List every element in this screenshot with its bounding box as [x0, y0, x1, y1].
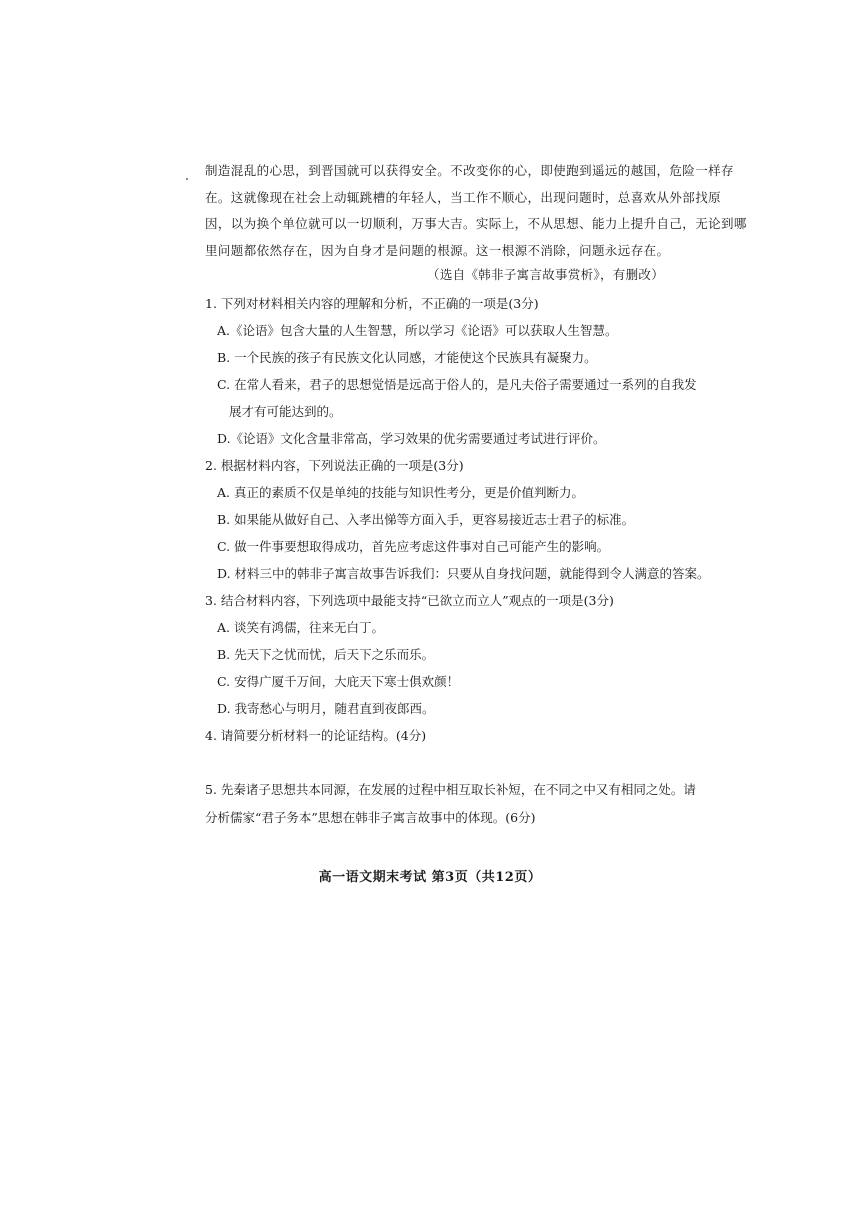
- question-stem: 1. 下列对材料相关内容的理解和分析，不正确的一项是(3分): [205, 296, 539, 311]
- reading-passage: [205, 158, 747, 264]
- option-a: A.《论语》包含大量的人生智慧，所以学习《论语》可以获取人生智慧。: [217, 323, 618, 338]
- option-b: B. 先天下之忧而忧，后天下之乐而乐。: [217, 647, 435, 662]
- answer-space: [205, 749, 670, 776]
- question-stem: 2. 根据材料内容，下列说法正确的一项是(3分): [205, 458, 464, 473]
- question-stem: 3. 结合材料内容，下列选项中最能支持“已欲立而立人”观点的一项是(3分): [205, 593, 614, 608]
- option-c: C. 做一件事要想取得成功，首先应考虑这件事对自己可能产生的影响。: [217, 539, 610, 554]
- question-2: [205, 452, 710, 587]
- option-b: B. 如果能从做好自己、入孝出悌等方面入手，更容易接近志士君子的标准。: [217, 512, 635, 527]
- passage-source: （选自《韩非子寓言故事赏析》，有删改）: [427, 267, 664, 282]
- option-a: A. 真正的素质不仅是单纯的技能与知识性考分，更是价值判断力。: [217, 485, 584, 500]
- page-footer: 高一语文期末考试 第3页（共12页）: [318, 870, 542, 885]
- question-3: [205, 587, 670, 722]
- question-5-line: 分析儒家“君子务本”思想在韩非子寓言故事中的体现。(6分): [205, 810, 536, 825]
- passage-line: 里问题都依然存在，因为自身才是问题的根源。这一根源不消除，问题永远存在。: [205, 242, 670, 258]
- option-d: D.《论语》文化含量非常高，学习效果的优劣需要通过考试进行评价。: [217, 431, 606, 446]
- option-c: C. 在常人看来，君子的思想觉悟是远高于俗人的，是凡夫俗子需要通过一系列的自我发: [217, 377, 697, 392]
- option-a: A. 谈笑有鸿儒，往来无白丁。: [217, 620, 384, 635]
- passage-line: 因，以为换个单位就可以一切顺利，万事大吉。实际上，不从思想、能力上提升自己，无论到哪: [205, 216, 747, 231]
- option-c: C. 安得广厦千万间，大庇天下寒士俱欢颜！: [217, 674, 460, 689]
- option-c-continued: 展才有可能达到的。: [229, 404, 342, 419]
- passage-line: 在。这就像现在社会上动辄跳槽的年轻人，当工作不顺心，出现问题时，总喜欢从外部找原: [205, 189, 722, 205]
- option-b: B. 一个民族的孩子有民族文化认同感，才能使这个民族具有凝聚力。: [217, 350, 597, 365]
- question-5: [205, 776, 696, 832]
- option-d: D. 我寄愁心与明月，随君直到夜郎西。: [217, 701, 435, 716]
- option-d: D. 材料三中的韩非子寓言故事告诉我们：只要从自身找问题，就能得到令人满意的答案。: [217, 566, 710, 581]
- passage-line: 制造混乱的心思，到晋国就可以获得安全。不改变你的心，即使跑到遥远的越国，危险一样存: [205, 163, 734, 178]
- question-5-line: 5. 先秦诸子思想共本同源，在发展的过程中相互取长补短，在不同之中又有相同之处。请: [205, 782, 696, 797]
- scan-speck: [186, 178, 188, 180]
- question-list: [205, 290, 710, 832]
- question-1: [205, 290, 697, 452]
- question-4: 4. 请简要分析材料一的论证结构。(4分): [205, 728, 427, 743]
